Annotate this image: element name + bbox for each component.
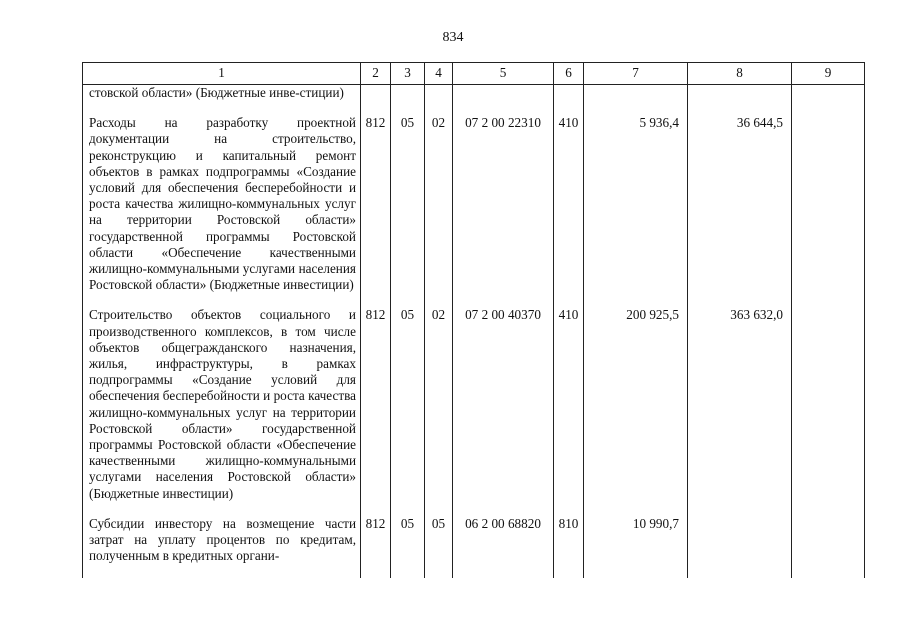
- row-subsection: [425, 85, 453, 116]
- row-amount-col8: 363 632,0: [688, 307, 792, 515]
- budget-table: [82, 62, 865, 578]
- row-amount-col9: [792, 85, 865, 116]
- column-header-8: 8: [688, 63, 792, 85]
- column-header-9: 9: [792, 63, 865, 85]
- row-amount-col7: 200 925,5: [584, 307, 688, 515]
- row-amount-col8: [688, 85, 792, 116]
- table-row: [83, 516, 865, 579]
- row-amount-col8: [688, 516, 792, 579]
- column-header-6: 6: [554, 63, 584, 85]
- row-expense-type: 810: [554, 516, 584, 579]
- row-amount-col7: 5 936,4: [584, 115, 688, 307]
- row-amount-col9: [792, 307, 865, 515]
- row-amount-col7: [584, 85, 688, 116]
- row-section: 05: [391, 307, 425, 515]
- row-amount-col7: 10 990,7: [584, 516, 688, 579]
- row-description: Субсидии инвестору на возмещение части затрат на уплату процентов по кредитам, полученным в кредитных органи-: [83, 516, 361, 579]
- row-ministry-code: 812: [361, 516, 391, 579]
- row-description: Строительство объектов социального и производственного комплексов, в том числе объектов общегражданского назначения, жилья, инфраструктуры, в рамках подпрограммы «Создание условий для обеспечения бесперебойности и роста качества жилищно-коммунальных услуг на территории Ростовской области» государственной программы Ростовской области «Обеспечение качественными жилищно-коммунальными услугами населения Ростовской области» (Бюджетные инвестиции): [83, 307, 361, 515]
- row-amount-col9: [792, 115, 865, 307]
- row-expense-type: [554, 85, 584, 116]
- row-target-article: [453, 85, 554, 116]
- row-expense-type: 410: [554, 115, 584, 307]
- row-subsection: 02: [425, 115, 453, 307]
- table-header-row: [83, 63, 865, 85]
- table-row: [83, 307, 865, 515]
- row-ministry-code: 812: [361, 115, 391, 307]
- row-description: стовской области» (Бюджетные инве-стиции): [83, 85, 361, 116]
- row-subsection: 02: [425, 307, 453, 515]
- column-header-4: 4: [425, 63, 453, 85]
- table-row: [83, 85, 865, 116]
- row-target-article: 06 2 00 68820: [453, 516, 554, 579]
- column-header-7: 7: [584, 63, 688, 85]
- row-ministry-code: [361, 85, 391, 116]
- row-section: [391, 85, 425, 116]
- column-header-5: 5: [453, 63, 554, 85]
- row-section: 05: [391, 516, 425, 579]
- row-target-article: 07 2 00 22310: [453, 115, 554, 307]
- row-expense-type: 410: [554, 307, 584, 515]
- row-amount-col9: [792, 516, 865, 579]
- row-description: Расходы на разработку проектной документации на строительство, реконструкцию и капитальный ремонт объектов в рамках подпрограммы «Создание условий для обеспечения бесперебойности и роста качества жилищно-коммунальных услуг на территории Ростовской области» государственной программы Ростовской области «Обеспечение качественными жилищно-коммунальными услугами населения Ростовской области» (Бюджетные инвестиции): [83, 115, 361, 307]
- row-ministry-code: 812: [361, 307, 391, 515]
- row-amount-col8: 36 644,5: [688, 115, 792, 307]
- row-section: 05: [391, 115, 425, 307]
- column-header-3: 3: [391, 63, 425, 85]
- column-header-1: 1: [83, 63, 361, 85]
- table-row: [83, 115, 865, 307]
- column-header-2: 2: [361, 63, 391, 85]
- row-subsection: 05: [425, 516, 453, 579]
- row-target-article: 07 2 00 40370: [453, 307, 554, 515]
- page-number: 834: [442, 30, 464, 45]
